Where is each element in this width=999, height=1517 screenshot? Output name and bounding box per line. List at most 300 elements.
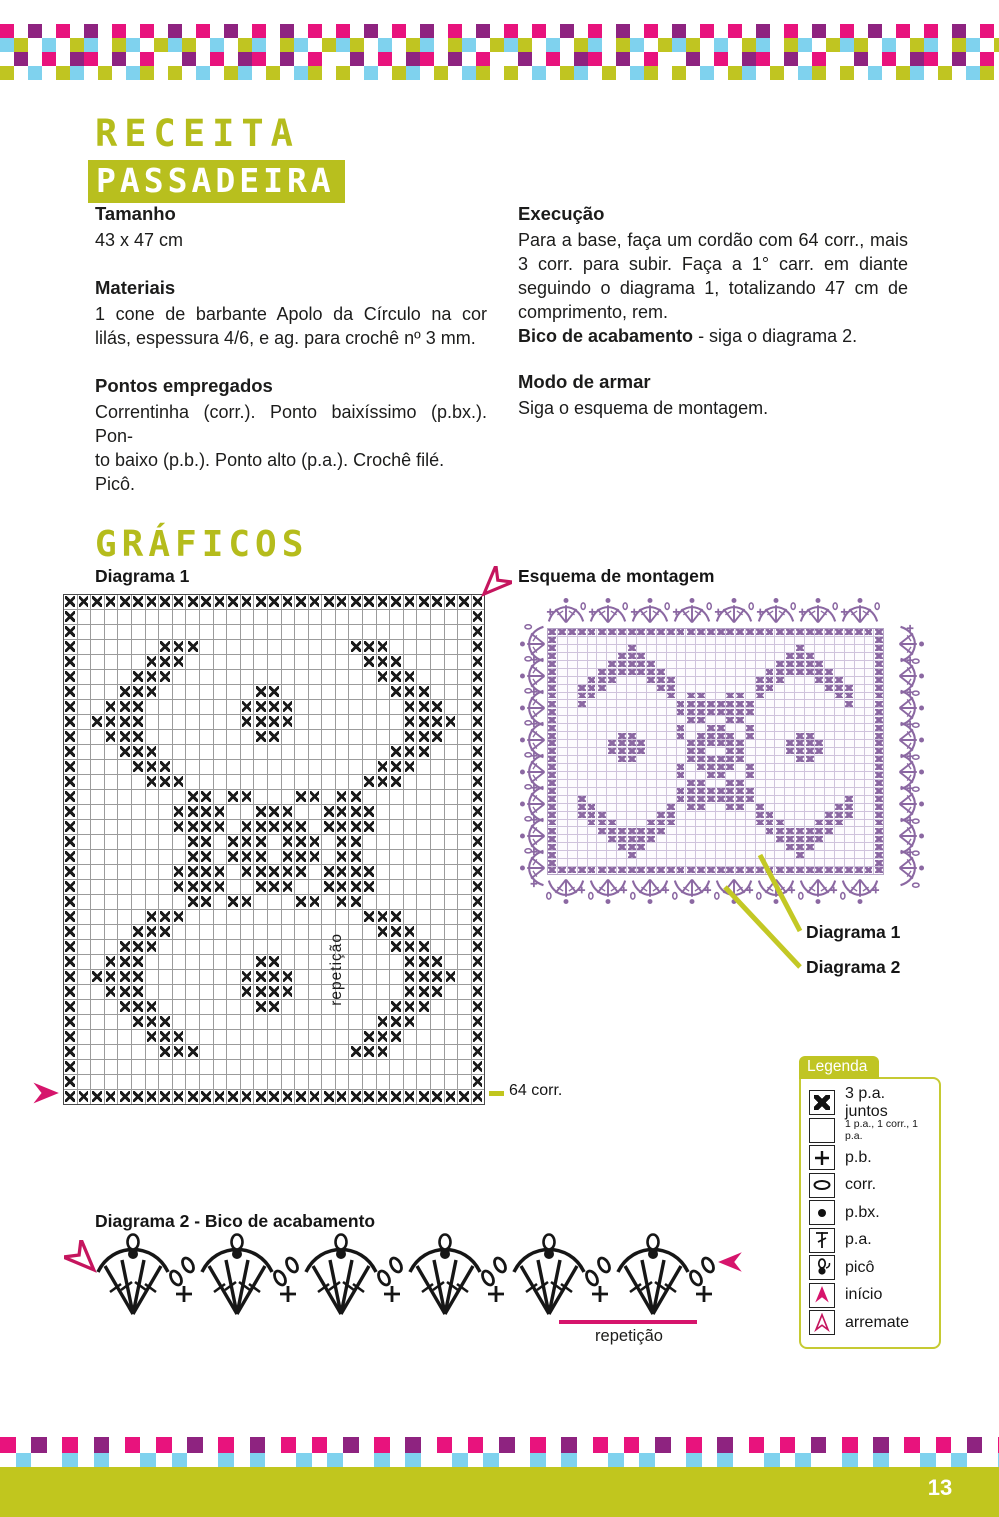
chart-cell-empty <box>159 790 172 804</box>
chart-cell-filled <box>282 985 295 999</box>
chart-cell-empty <box>91 910 104 924</box>
chart-cell-empty <box>214 1045 227 1059</box>
mosaic-tile <box>182 24 196 38</box>
esquema-cell-filled <box>805 756 814 763</box>
esquema-cell-empty <box>825 780 834 787</box>
mosaic-tile <box>770 66 784 80</box>
chart-cell-filled <box>445 1090 458 1104</box>
mosaic-tile <box>308 24 322 38</box>
esquema-cell-empty <box>815 764 824 771</box>
chart-cell-filled <box>227 835 240 849</box>
mosaic-tile <box>882 66 896 80</box>
esquema-cell-empty <box>607 843 616 850</box>
mosaic-tile <box>359 1437 375 1453</box>
chart-cell-empty <box>431 1000 444 1014</box>
esquema-cell-filled <box>756 693 765 700</box>
esquema-cell-empty <box>597 740 606 747</box>
esquema-cell-empty <box>756 835 765 842</box>
esquema-cell-empty <box>746 669 755 676</box>
chart-cell-empty <box>227 1075 240 1089</box>
chart-cell-filled <box>186 1090 199 1104</box>
mosaic-tile <box>154 66 168 80</box>
esquema-cell-empty <box>588 788 597 795</box>
esquema-cell-empty <box>637 716 646 723</box>
chart-cell-empty <box>458 1015 471 1029</box>
esquema-cell-empty <box>607 812 616 819</box>
esquema-cell-empty <box>637 764 646 771</box>
esquema-cell-empty <box>815 716 824 723</box>
chart-cell-empty <box>295 655 308 669</box>
chart-cell-empty <box>186 925 199 939</box>
esquema-cell-empty <box>855 716 864 723</box>
execucao-heading: Execução <box>518 203 605 224</box>
esquema-cell-filled <box>647 820 656 827</box>
mosaic-tile <box>504 66 518 80</box>
legend-item <box>809 1199 931 1227</box>
esquema-cell-empty <box>865 827 874 834</box>
chart-cell-empty <box>105 925 118 939</box>
chart-cell-filled <box>132 1015 145 1029</box>
chart-cell-empty <box>268 745 281 759</box>
esquema-cell-empty <box>657 764 666 771</box>
chart-cell-filled <box>173 1090 186 1104</box>
esquema-cell-filled <box>726 804 735 811</box>
esquema-cell-empty <box>568 772 577 779</box>
esquema-cell-filled <box>766 669 775 676</box>
chart-cell-empty <box>295 1000 308 1014</box>
chart-cell-filled <box>390 1090 403 1104</box>
chart-cell-empty <box>445 670 458 684</box>
esquema-cell-empty <box>667 827 676 834</box>
mosaic-tile <box>126 38 140 52</box>
mosaic-tile <box>904 1437 920 1453</box>
repeticao-line <box>559 1320 697 1324</box>
esquema-cell-empty <box>578 827 587 834</box>
chart-cell-filled <box>377 760 390 774</box>
chart-cell-empty <box>336 685 349 699</box>
chart-cell-filled <box>295 595 308 609</box>
chart-cell-empty <box>458 745 471 759</box>
mosaic-tile <box>187 1453 203 1469</box>
esquema-cell-empty <box>686 724 695 731</box>
chart-cell-empty <box>431 805 444 819</box>
esquema-cell-empty <box>785 645 794 652</box>
esquema-cell-filled <box>548 820 557 827</box>
chart-cell-empty <box>390 1045 403 1059</box>
chart-cell-empty <box>349 970 362 984</box>
mosaic-tile <box>196 66 210 80</box>
chart-cell-filled <box>132 970 145 984</box>
esquema-cell-empty <box>845 748 854 755</box>
chart-cell-empty <box>146 985 159 999</box>
mosaic-tile <box>452 1437 468 1453</box>
esquema-cell-empty <box>696 677 705 684</box>
esquema-cell-empty <box>835 796 844 803</box>
esquema-cell-empty <box>785 804 794 811</box>
esquema-cell-empty <box>706 685 715 692</box>
chart-cell-filled <box>173 775 186 789</box>
esquema-cell-filled <box>637 629 646 636</box>
esquema-cell-empty <box>667 835 676 842</box>
mosaic-tile <box>203 1437 219 1453</box>
chart-cell-empty <box>390 640 403 654</box>
mosaic-tile <box>125 1453 141 1469</box>
chart-cell-empty <box>105 640 118 654</box>
mosaic-tile <box>602 24 616 38</box>
mosaic-tile <box>593 1437 609 1453</box>
esquema-cell-empty <box>825 661 834 668</box>
mosaic-tile <box>378 66 392 80</box>
chart-cell-filled <box>377 925 390 939</box>
chart-cell-empty <box>363 745 376 759</box>
esquema-cell-empty <box>568 835 577 842</box>
chart-cell-empty <box>390 715 403 729</box>
esquema-cell-empty <box>795 764 804 771</box>
esquema-cell-empty <box>865 637 874 644</box>
esquema-cell-filled <box>548 732 557 739</box>
esquema-cell-filled <box>726 780 735 787</box>
mosaic-tile <box>700 52 714 66</box>
esquema-cell-empty <box>795 700 804 707</box>
chart-cell-empty <box>241 1015 254 1029</box>
mosaic-tile <box>728 24 742 38</box>
esquema-cell-filled <box>706 732 715 739</box>
mosaic-tile <box>468 1453 484 1469</box>
chart-cell-empty <box>309 715 322 729</box>
chart-cell-empty <box>295 685 308 699</box>
esquema-cell-filled <box>795 740 804 747</box>
chart-cell-empty <box>336 1060 349 1074</box>
esquema-cell-empty <box>558 756 567 763</box>
esquema-cell-empty <box>647 740 656 747</box>
esquema-cell-filled <box>746 724 755 731</box>
chart-cell-empty <box>186 1075 199 1089</box>
mosaic-tile <box>658 52 672 66</box>
mosaic-tile <box>126 66 140 80</box>
chart-cell-empty <box>159 835 172 849</box>
mosaic-tile <box>854 38 868 52</box>
mosaic-tile <box>468 1437 484 1453</box>
chart-cell-filled <box>472 880 485 894</box>
chart-cell-empty <box>458 625 471 639</box>
esquema-cell-empty <box>756 708 765 715</box>
mosaic-tile <box>910 52 924 66</box>
chart-cell-filled <box>64 940 77 954</box>
mosaic-tile <box>308 66 322 80</box>
esquema-cell-empty <box>677 685 686 692</box>
esquema-cell-filled <box>627 843 636 850</box>
mosaic-tile <box>952 24 966 38</box>
chart-cell-empty <box>200 760 213 774</box>
chart-cell-filled <box>64 985 77 999</box>
diagrama1-label: Diagrama 1 <box>95 566 190 586</box>
chart-cell-filled <box>146 655 159 669</box>
chart-cell-filled <box>390 910 403 924</box>
chart-cell-empty <box>146 1075 159 1089</box>
chart-cell-empty <box>186 1030 199 1044</box>
chart-cell-empty <box>186 700 199 714</box>
esquema-cell-filled <box>647 827 656 834</box>
esquema-cell-empty <box>588 700 597 707</box>
chart-cell-empty <box>363 1000 376 1014</box>
chart-cell-empty <box>118 1030 131 1044</box>
shell-motif-icon <box>671 594 713 626</box>
esquema-cell-filled <box>726 700 735 707</box>
mosaic-tile <box>994 66 999 80</box>
esquema-cell-filled <box>874 788 883 795</box>
text-line: lilás, espessura 4/6, e ag. para crochê nº 3 mm. <box>95 328 476 348</box>
chart-cell-filled <box>431 730 444 744</box>
chart-cell-empty <box>377 970 390 984</box>
chart-cell-filled <box>417 985 430 999</box>
chart-cell-filled <box>254 820 267 834</box>
chart-cell-filled <box>417 745 430 759</box>
mosaic-tile <box>483 1453 499 1469</box>
mosaic-tile <box>499 1453 515 1469</box>
esquema-cell-filled <box>617 827 626 834</box>
chart-cell-filled <box>404 955 417 969</box>
mosaic-tile <box>56 38 70 52</box>
chart-cell-empty <box>336 625 349 639</box>
chart-cell-empty <box>200 670 213 684</box>
esquema-cell-empty <box>568 700 577 707</box>
mosaic-tile <box>714 52 728 66</box>
chart-cell-empty <box>363 685 376 699</box>
mosaic-tile <box>462 52 476 66</box>
esquema-cell-empty <box>726 827 735 834</box>
chart-cell-empty <box>322 775 335 789</box>
mosaic-tile <box>56 24 70 38</box>
chart-cell-empty <box>377 940 390 954</box>
chart-cell-filled <box>390 775 403 789</box>
esquema-cell-empty <box>568 669 577 676</box>
esquema-cell-filled <box>726 732 735 739</box>
chart-cell-empty <box>214 940 227 954</box>
esquema-cell-filled <box>805 740 814 747</box>
chart-cell-filled <box>282 1090 295 1104</box>
mosaic-tile <box>490 24 504 38</box>
esquema-cell-empty <box>815 685 824 692</box>
chart-cell-filled <box>186 790 199 804</box>
chart-cell-filled <box>349 1045 362 1059</box>
mosaic-tile <box>47 1453 63 1469</box>
esquema-cell-empty <box>706 716 715 723</box>
symbol-x-in-box-icon <box>809 1090 835 1115</box>
esquema-cell-empty <box>558 637 567 644</box>
chart-cell-empty <box>445 955 458 969</box>
mosaic-tile <box>686 24 700 38</box>
esquema-cell-empty <box>647 645 656 652</box>
esquema-cell-filled <box>795 748 804 755</box>
chart-cell-filled <box>132 685 145 699</box>
chart-cell-filled <box>417 715 430 729</box>
chart-cell-empty <box>282 760 295 774</box>
mosaic-tile <box>224 52 238 66</box>
mosaic-tile <box>70 38 84 52</box>
esquema-cell-empty <box>558 708 567 715</box>
esquema-cell-empty <box>637 772 646 779</box>
esquema-cell-filled <box>756 820 765 827</box>
chart-cell-empty <box>295 955 308 969</box>
chart-cell-filled <box>472 625 485 639</box>
esquema-cell-empty <box>766 835 775 842</box>
mosaic-tile <box>448 52 462 66</box>
esquema-cell-empty <box>667 843 676 850</box>
esquema-cell-empty <box>568 661 577 668</box>
chart-cell-empty <box>78 610 91 624</box>
chart-cell-empty <box>214 895 227 909</box>
chart-cell-filled <box>282 835 295 849</box>
esquema-cell-empty <box>686 764 695 771</box>
chart-cell-empty <box>336 910 349 924</box>
esquema-cell-empty <box>657 851 666 858</box>
esquema-cell-filled <box>815 820 824 827</box>
chart-cell-empty <box>377 1060 390 1074</box>
esquema-cell-empty <box>825 796 834 803</box>
chart-cell-filled <box>268 985 281 999</box>
chart-cell-empty <box>146 1045 159 1059</box>
mosaic-tile <box>70 52 84 66</box>
esquema-cell-empty <box>686 677 695 684</box>
mosaic-tile <box>630 66 644 80</box>
chart-cell-empty <box>132 880 145 894</box>
chart-cell-empty <box>118 775 131 789</box>
chart-cell-empty <box>214 775 227 789</box>
mosaic-tile <box>490 66 504 80</box>
mosaic-tile <box>672 24 686 38</box>
esquema-cell-empty <box>607 693 616 700</box>
chart-cell-filled <box>254 850 267 864</box>
chart-cell-empty <box>227 970 240 984</box>
mosaic-tile <box>16 1453 32 1469</box>
mosaic-tile <box>577 1453 593 1469</box>
mosaic-tile <box>294 38 308 52</box>
esquema-cell-empty <box>588 653 597 660</box>
esquema-cell-empty <box>865 700 874 707</box>
esquema-cell-filled <box>607 740 616 747</box>
esquema-cell-filled <box>647 835 656 842</box>
chart-cell-filled <box>390 1015 403 1029</box>
esquema-cell-empty <box>756 740 765 747</box>
chart-cell-empty <box>173 610 186 624</box>
mosaic-tile <box>994 24 999 38</box>
esquema-cell-filled <box>597 677 606 684</box>
chart-cell-empty <box>241 745 254 759</box>
chart-cell-empty <box>431 745 444 759</box>
chart-cell-filled <box>132 700 145 714</box>
chart-cell-empty <box>254 640 267 654</box>
mosaic-tile <box>717 1437 733 1453</box>
esquema-cell-empty <box>805 772 814 779</box>
chart-cell-empty <box>445 625 458 639</box>
mosaic-tile <box>798 66 812 80</box>
esquema-cell-empty <box>805 724 814 731</box>
chart-cell-empty <box>404 805 417 819</box>
chart-cell-filled <box>404 1090 417 1104</box>
chart-cell-empty <box>445 835 458 849</box>
esquema-cell-filled <box>825 669 834 676</box>
legend-item <box>809 1172 931 1200</box>
esquema-cell-empty <box>617 677 626 684</box>
esquema-cell-empty <box>597 724 606 731</box>
esquema-cell-filled <box>874 677 883 684</box>
esquema-cell-empty <box>647 756 656 763</box>
chart-cell-empty <box>268 1045 281 1059</box>
esquema-cell-empty <box>845 669 854 676</box>
chart-cell-empty <box>363 850 376 864</box>
esquema-cell-empty <box>706 812 715 819</box>
esquema-cell-empty <box>667 788 676 795</box>
chart-cell-filled <box>472 670 485 684</box>
esquema-cell-empty <box>706 820 715 827</box>
mosaic-tile <box>94 1453 110 1469</box>
esquema-cell-filled <box>874 740 883 747</box>
esquema-cell-filled <box>756 629 765 636</box>
chart-cell-empty <box>200 970 213 984</box>
chart-cell-empty <box>78 955 91 969</box>
esquema-cell-filled <box>775 835 784 842</box>
esquema-cell-empty <box>815 756 824 763</box>
chart-cell-empty <box>295 625 308 639</box>
esquema-cell-filled <box>736 740 745 747</box>
chart-cell-empty <box>309 820 322 834</box>
chart-cell-filled <box>268 1000 281 1014</box>
chart-cell-empty <box>322 895 335 909</box>
esquema-cell-empty <box>766 645 775 652</box>
mosaic-tile <box>624 1437 640 1453</box>
mosaic-tile <box>588 24 602 38</box>
esquema-cell-empty <box>835 708 844 715</box>
mosaic-tile <box>84 66 98 80</box>
chart-cell-empty <box>78 1045 91 1059</box>
chart-cell-empty <box>363 955 376 969</box>
esquema-cell-filled <box>657 827 666 834</box>
esquema-cell-empty <box>627 764 636 771</box>
esquema-cell-filled <box>657 812 666 819</box>
mosaic-tile <box>826 24 840 38</box>
mosaic-tile <box>448 24 462 38</box>
esquema-cell-filled <box>874 732 883 739</box>
esquema-cell-empty <box>686 645 695 652</box>
esquema-cell-empty <box>805 812 814 819</box>
esquema-cell-empty <box>588 851 597 858</box>
chart-cell-empty <box>118 1075 131 1089</box>
esquema-cell-empty <box>667 764 676 771</box>
chart-cell-empty <box>91 925 104 939</box>
chart-cell-filled <box>78 595 91 609</box>
esquema-cell-filled <box>795 669 804 676</box>
chart-cell-empty <box>268 655 281 669</box>
chart-cell-filled <box>268 880 281 894</box>
chart-cell-empty <box>431 850 444 864</box>
mosaic-tile <box>14 38 28 52</box>
chart-cell-empty <box>118 910 131 924</box>
mosaic-tile <box>350 52 364 66</box>
chart-cell-empty <box>349 730 362 744</box>
mosaic-tile <box>364 66 378 80</box>
chart-cell-empty <box>431 1075 444 1089</box>
esquema-cell-empty <box>845 788 854 795</box>
mosaic-tile <box>281 1437 297 1453</box>
chart-cell-empty <box>200 640 213 654</box>
chart-cell-filled <box>186 805 199 819</box>
esquema-cell-filled <box>845 685 854 692</box>
esquema-cell-empty <box>795 804 804 811</box>
inicio-arrow-icon <box>712 1248 750 1276</box>
esquema-cell-filled <box>548 653 557 660</box>
chart-cell-empty <box>309 880 322 894</box>
esquema-cell-empty <box>865 685 874 692</box>
